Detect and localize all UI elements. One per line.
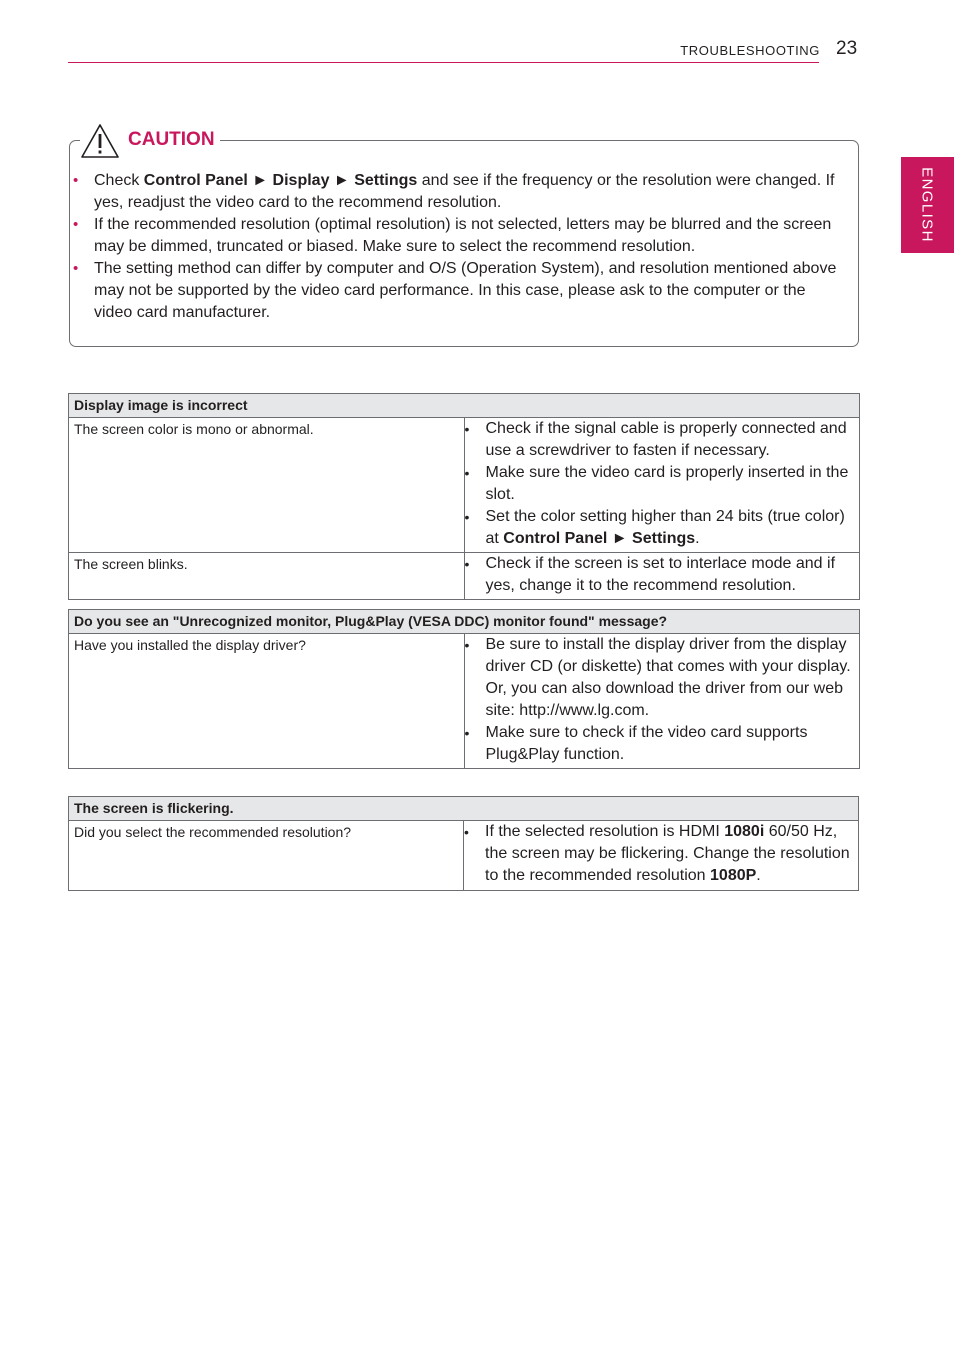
answer-text: Make sure the video card is properly inserted in the slot. <box>485 464 849 503</box>
question-cell: The screen blinks. <box>69 553 465 600</box>
table-row <box>69 634 860 769</box>
answer-text: 60/50 Hz, the screen may be flickering. Change the resolution to the recommended resolution <box>485 823 850 884</box>
answer-item <box>465 553 856 597</box>
caution-item-arrow: ► <box>329 172 355 189</box>
answer-text: Be sure to install the display driver from the display driver CD (or diskette) that comes with your display. Or, you can also download the driver from our web site: http://www.lg.com. <box>485 636 851 719</box>
answer-item <box>465 506 856 550</box>
question-cell: The screen color is mono or abnormal. <box>69 418 465 553</box>
table-row <box>69 821 859 891</box>
caution-item-bold: Control Panel <box>143 172 248 189</box>
question-cell: Did you select the recommended resolution? <box>69 821 464 891</box>
answer-text: Check if the signal cable is properly connected and use a screwdriver to fasten if necessary. <box>485 420 847 459</box>
answer-item <box>465 722 856 766</box>
caution-item <box>72 214 847 258</box>
answer-text: Make sure to check if the video card supports Plug&Play function. <box>485 724 808 763</box>
answer-cell <box>464 553 860 600</box>
answer-item <box>465 418 856 462</box>
caution-item-bold: Display <box>272 172 330 189</box>
table-row <box>69 553 860 600</box>
table-header: Display image is incorrect <box>69 394 860 418</box>
caution-item-text: and see if the frequency or the resolution were changed. If yes, readjust the video card to the recommend resolution. <box>94 172 835 211</box>
caution-item <box>72 258 847 324</box>
caution-item-text: The setting method can differ by computer and O/S (Operation System), and resolution mentioned above may not be supported by the video card performance. In this case, please ask to the computer or the video card manufacturer. <box>94 260 837 321</box>
answer-item <box>465 634 856 722</box>
answer-text: Check if the screen is set to interlace mode and if yes, change it to the recommend resolution. <box>485 555 836 594</box>
answer-text: If the selected resolution is HDMI <box>485 823 725 840</box>
caution-item-text: Check <box>94 172 144 189</box>
answer-cell <box>464 821 859 891</box>
caution-item-bold: Settings <box>354 172 418 189</box>
answer-bold: 1080i <box>724 823 765 840</box>
answer-item <box>465 462 856 506</box>
header-divider <box>68 62 819 63</box>
troubleshoot-table-unrecognized-monitor <box>68 609 860 769</box>
caution-list <box>72 170 847 324</box>
answer-text: Set the color setting higher than 24 bits (true color) at <box>485 508 845 547</box>
troubleshoot-table-display-image <box>68 393 860 600</box>
answer-item <box>464 821 854 887</box>
answer-bold: 1080P <box>710 867 757 884</box>
troubleshoot-table-flickering <box>68 796 859 891</box>
language-tab <box>901 157 954 253</box>
answer-bold: ► Settings <box>611 530 696 547</box>
answer-bold: Control Panel <box>503 530 608 547</box>
warning-icon <box>80 123 120 159</box>
caution-item-arrow: ► <box>247 172 273 189</box>
answer-cell <box>464 634 860 769</box>
question-cell: Have you installed the display driver? <box>69 634 465 769</box>
answer-text: . <box>756 867 761 884</box>
section-title: TROUBLESHOOTING <box>680 43 820 58</box>
caution-item-text: If the recommended resolution (optimal resolution) is not selected, letters may be blurred and the screen may be dimmed, truncated or biased. Make sure to select the recommend resolution. <box>94 216 832 255</box>
answer-text: . <box>695 530 700 547</box>
table-header: Do you see an "Unrecognized monitor, Plug&Play (VESA DDC) monitor found" message? <box>69 610 860 634</box>
caution-item <box>72 170 847 214</box>
caution-title: CAUTION <box>128 129 215 150</box>
table-header: The screen is flickering. <box>69 797 859 821</box>
answer-cell <box>464 418 860 553</box>
language-tab-label: ENGLISH <box>918 167 936 243</box>
table-row <box>69 418 860 553</box>
page-number: 23 <box>836 38 858 59</box>
